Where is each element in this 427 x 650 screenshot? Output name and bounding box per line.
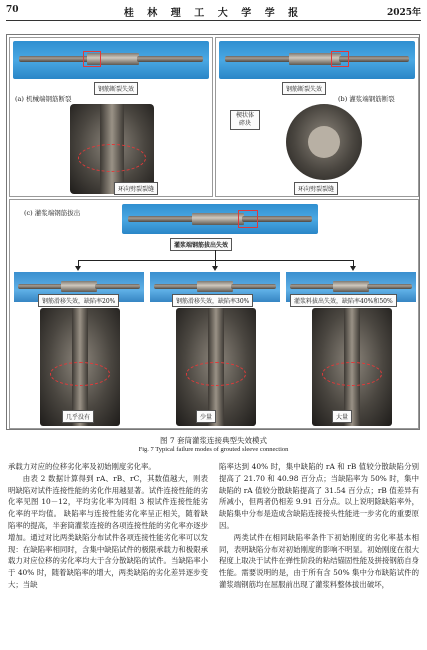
rebar-right <box>339 56 409 62</box>
panel-c-title: (c) 灌浆端钢筋拔出 <box>24 209 81 217</box>
header-rule <box>6 20 421 21</box>
page-number: 70 <box>6 5 19 15</box>
sub-bottom-3: 大量 <box>332 410 352 423</box>
figure-7 <box>6 34 420 430</box>
page-header <box>0 0 427 20</box>
sleeve <box>333 281 369 292</box>
tag-rebar-fracture: 钢筋断裂失效 <box>282 82 326 95</box>
rebar-left <box>225 56 291 62</box>
closeup-photo-2 <box>176 308 256 426</box>
panel-b-title: (b) 灌浆端钢筋断裂 <box>338 95 395 103</box>
panel-b-cross-section-photo <box>286 104 362 180</box>
arrow-head-left <box>75 266 81 271</box>
tag-rebar-fracture: 钢筋断裂失效 <box>94 82 138 95</box>
tag-ring-crack: 环向劈裂裂缝 <box>294 182 338 195</box>
sleeve <box>192 213 244 225</box>
sub-label-1: 钢筋滑移失效，缺陷率20% <box>38 294 119 307</box>
sub-bottom-2: 少量 <box>196 410 216 423</box>
rebar-right <box>95 284 140 289</box>
panel-a <box>9 37 213 197</box>
paragraph: 由表 2 数据计算得到 rA、rB、rC，其数值越大，则表明缺陷对试件连接性能的劣化作用越显著。试件连接性能的劣化率见图 10－12，平均劣化率为同组 3 根试件连接性能劣化率的平均值。 缺陷率与连接性能劣化率呈正相关，随着缺陷率的提高，半套筒灌浆连接的各项连接性能的劣化率亦逐步增加。通过对比两类缺陷分布试件各项连接性能劣化率可以发现：在缺陷率相同时，含集中缺陷试件的极限承载力和极限承载力对应位移的劣化率均大于含分散缺陷的试件。当缺陷率小于 40% 时，随着缺陷率的增大，两类缺陷的劣化差异逐步变大；当缺 <box>8 473 208 589</box>
crack-ring-marker <box>78 144 146 172</box>
body-right-column <box>219 461 419 591</box>
rebar-left <box>154 284 199 289</box>
figure-caption-cn: 图 7 套筒灌浆连接典型失效模式 <box>159 436 268 445</box>
figure-caption-en: Fig. 7 Typical failure modes of grouted sleeve connection <box>138 446 289 453</box>
journal-title: 桂 林 理 工 大 学 学 报 <box>123 8 304 19</box>
grout-marker <box>186 362 246 386</box>
sub-label-2: 钢筋滑移失效，缺陷率30% <box>172 294 253 307</box>
arrow-head-right <box>350 266 356 271</box>
connector-stem <box>215 250 216 260</box>
panel-a-specimen-photo <box>13 41 209 79</box>
sleeve <box>197 281 233 292</box>
rebar-right <box>137 56 203 62</box>
closeup-photo-1 <box>40 308 120 426</box>
tag-grout-pullout: 灌浆端钢筋拔出失效 <box>170 238 232 251</box>
panel-a-closeup-photo <box>70 104 154 194</box>
grout-marker <box>50 362 110 386</box>
fracture-marker <box>331 51 349 67</box>
panel-b <box>215 37 419 197</box>
grout-marker <box>322 362 382 386</box>
fracture-marker <box>83 51 101 67</box>
rebar-cross-section <box>308 126 340 158</box>
issue-year: 2025年 <box>386 8 421 18</box>
rebar-left <box>128 216 194 222</box>
sub-bottom-1: 几乎没有 <box>62 410 94 423</box>
tag-ring-crack: 环向劈裂裂缝 <box>114 182 158 195</box>
panel-a-title: (a) 机械端钢筋断裂 <box>15 95 72 103</box>
panel-c <box>9 199 419 429</box>
paragraph: 陷率达到 40% 时，集中缺陷的 rA 和 rB 值较分散缺陷分别提高了 21.70 和 40.98 百分点；当缺陷率为 50% 时，集中缺陷的 rA 值较分散缺陷提高了 31.54 百分点；rB 值差异有所减小，但两者仍相差 9.91 百分点。以上说明除缺陷率外，缺陷集中分布是造成含缺陷连接接头性能进一步劣化的重要原因。 <box>219 462 419 530</box>
paragraph: 两类试件在相同缺陷率条件下初始刚度的劣化率基本相同，表明缺陷分布对初始刚度的影响不明显。初始刚度在很大程度上取决于试件在弹性阶段的粘结锚固性能及拼接钢筋自身性能。需要说明的是，由于所有含 50% 集中分布缺陷试件的灌浆端钢筋均在屈服前出现了灌浆料整体拔出破坏， <box>219 532 419 589</box>
rebar-left <box>290 284 335 289</box>
closeup-photo-3 <box>312 308 392 426</box>
rebar-left <box>18 284 63 289</box>
rebar-left <box>19 56 89 62</box>
body-left-column <box>8 461 208 591</box>
arrow-head-mid <box>212 266 218 271</box>
rebar-right <box>367 284 412 289</box>
rebar-right <box>231 284 276 289</box>
pullout-marker <box>238 210 258 228</box>
paragraph: 承载力对应的位移劣化率及初始刚度劣化率。 <box>8 462 156 471</box>
sub-label-3: 灌浆料拔出失效，缺陷率40%和50% <box>290 294 397 307</box>
panel-b-specimen-photo <box>219 41 415 79</box>
tag-wedge-fragment: 楔状体碎块 <box>230 110 260 130</box>
sleeve <box>61 281 97 292</box>
panel-c-specimen-photo <box>122 204 318 234</box>
